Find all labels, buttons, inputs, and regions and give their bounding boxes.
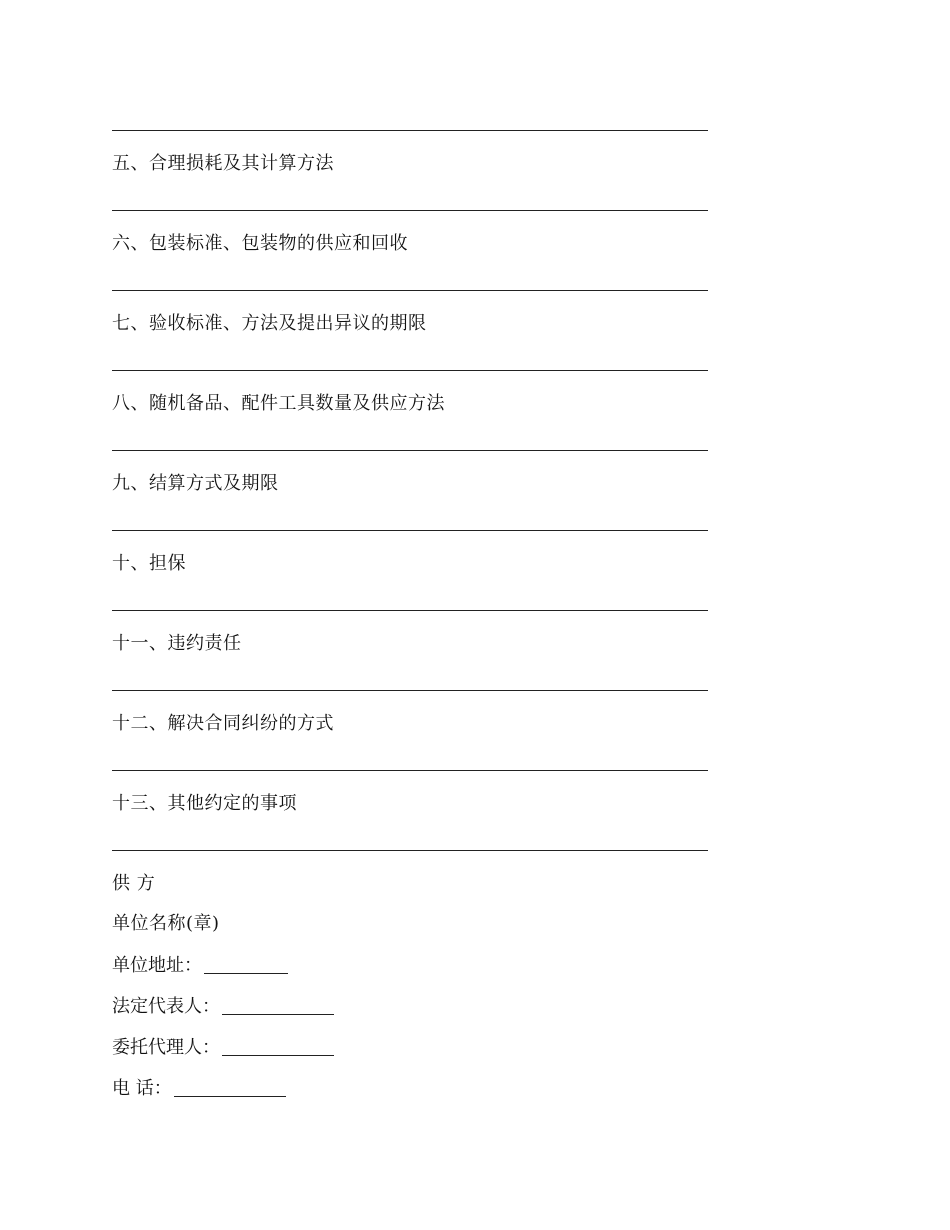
supplier-unit-name: 单位名称(章) <box>112 913 220 934</box>
fill-in-line <box>112 210 708 211</box>
fill-in-line <box>112 370 708 371</box>
supplier-phone-blank[interactable] <box>174 1096 286 1097</box>
fill-in-line <box>112 530 708 531</box>
fill-in-line <box>112 130 708 131</box>
supplier-address-label: 单位地址： <box>112 955 202 976</box>
fill-in-line <box>112 450 708 451</box>
fill-in-line <box>112 690 708 691</box>
section-heading-dispute: 十二、解决合同纠纷的方式 <box>112 713 334 734</box>
supplier-agent-label: 委托代理人： <box>112 1037 220 1058</box>
section-heading-packaging: 六、包装标准、包装物的供应和回收 <box>112 233 408 254</box>
section-heading-spare-parts: 八、随机备品、配件工具数量及供应方法 <box>112 393 445 414</box>
supplier-agent-line <box>112 1037 334 1059</box>
section-heading-acceptance: 七、验收标准、方法及提出异议的期限 <box>112 313 427 334</box>
fill-in-line <box>112 770 708 771</box>
section-heading-other: 十三、其他约定的事项 <box>112 793 297 814</box>
fill-in-line <box>112 610 708 611</box>
supplier-address-line <box>112 955 288 977</box>
supplier-legal-rep-label: 法定代表人： <box>112 996 220 1017</box>
fill-in-line <box>112 290 708 291</box>
section-heading-loss: 五、合理损耗及其计算方法 <box>112 153 334 174</box>
section-heading-liability: 十一、违约责任 <box>112 633 242 654</box>
supplier-phone-label: 电 话： <box>112 1078 172 1099</box>
fill-in-line <box>112 850 708 851</box>
supplier-agent-blank[interactable] <box>222 1055 334 1056</box>
section-heading-settlement: 九、结算方式及期限 <box>112 473 279 494</box>
supplier-legal-rep-line <box>112 996 334 1018</box>
supplier-phone-line <box>112 1078 286 1100</box>
section-heading-guarantee: 十、担保 <box>112 553 186 574</box>
supplier-title: 供 方 <box>112 873 156 894</box>
supplier-address-blank[interactable] <box>204 973 288 974</box>
supplier-legal-rep-blank[interactable] <box>222 1014 334 1015</box>
